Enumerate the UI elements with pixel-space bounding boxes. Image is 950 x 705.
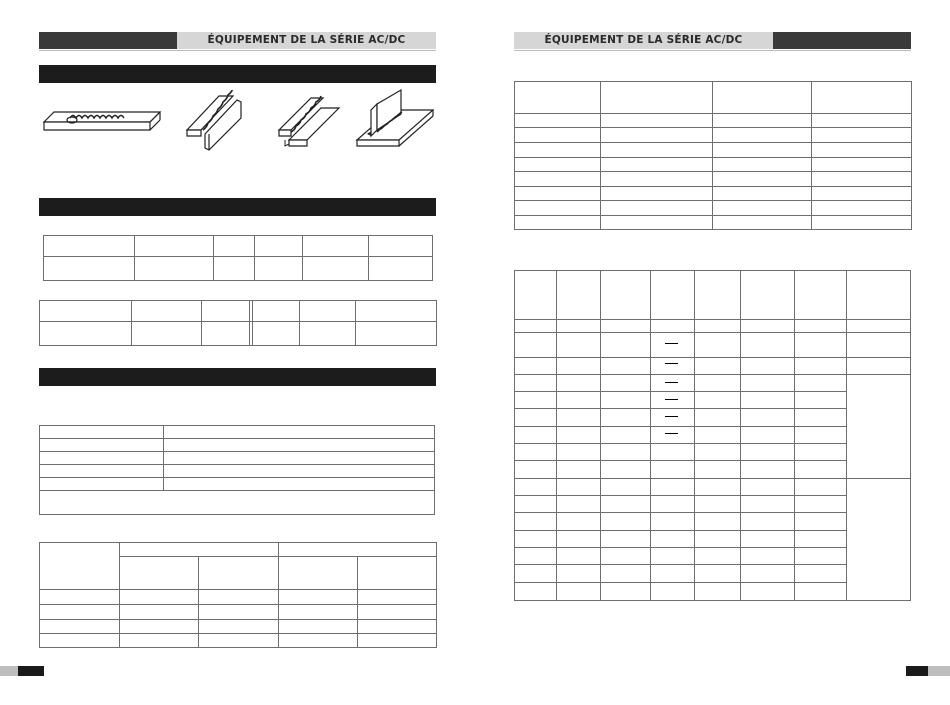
right-header-rule: [514, 50, 911, 51]
dash-mark: [665, 433, 678, 434]
table-cell: [557, 409, 601, 426]
table-cell: [695, 565, 741, 582]
table-cell: [741, 271, 795, 320]
table-cell: [601, 187, 713, 201]
table-cell: [300, 301, 356, 322]
table-cell: [202, 322, 250, 346]
table-cell: [741, 444, 795, 461]
table-cell: [303, 236, 369, 257]
table-cell: [279, 634, 358, 648]
table-cell: [279, 605, 358, 620]
table-cell: [601, 271, 651, 320]
table-cell: [601, 478, 651, 495]
table-cell: [812, 172, 912, 187]
table-cell: [695, 496, 741, 513]
table-cell: [713, 128, 812, 143]
table-cell: [515, 143, 601, 158]
table-cell: [515, 426, 557, 443]
table-cell: [651, 530, 695, 547]
table-cell: [795, 444, 847, 461]
table-cell: [40, 452, 164, 465]
table-cell: [695, 582, 741, 600]
left-section-bar-2: [39, 198, 436, 216]
table-cell: [601, 426, 651, 443]
table-cell: [601, 172, 713, 187]
table-cell: [651, 333, 695, 357]
table-cell: [795, 319, 847, 332]
table-cell: [741, 374, 795, 391]
table-cell: [356, 322, 437, 346]
table-cell: [515, 319, 557, 332]
table-cell: [199, 634, 279, 648]
table-cell: [601, 158, 713, 172]
table-cell: [741, 478, 795, 495]
table-cell: [255, 257, 303, 281]
table-cell: [695, 271, 741, 320]
table-cell: [132, 322, 202, 346]
table-cell: [515, 357, 557, 374]
table-cell: [279, 557, 358, 590]
table-cell: [303, 257, 369, 281]
table-cell: [795, 426, 847, 443]
table-cell: [132, 301, 202, 322]
table-cell: [695, 409, 741, 426]
table-cell: [253, 322, 300, 346]
table-cell: [557, 565, 601, 582]
table-cell: [695, 513, 741, 530]
table-cell: [601, 333, 651, 357]
table-cell: [695, 530, 741, 547]
table-cell: [812, 158, 912, 172]
left-header-dark-band: [39, 32, 177, 49]
table-cell: [199, 557, 279, 590]
table-cell: [515, 496, 557, 513]
table-cell: [651, 478, 695, 495]
table-cell: [135, 236, 214, 257]
table-cell: [651, 461, 695, 478]
dash-mark: [665, 382, 678, 383]
table-cell: [40, 426, 164, 439]
table-cell: [557, 271, 601, 320]
table-cell: [120, 543, 279, 557]
table-cell: [651, 547, 695, 564]
table-cell: [358, 557, 437, 590]
table-cell: [795, 478, 847, 495]
table-cell: [695, 357, 741, 374]
dash-mark: [665, 416, 678, 417]
table-cell: [795, 374, 847, 391]
table-cell: [164, 465, 435, 478]
table-cell: [164, 478, 435, 491]
table-cell: [651, 271, 695, 320]
table-cell: [515, 582, 557, 600]
table-cell: [279, 590, 358, 605]
table-cell: [40, 605, 120, 620]
table-cell: [741, 333, 795, 357]
table-cell: [601, 513, 651, 530]
table-cell: [557, 444, 601, 461]
table-cell: [358, 590, 437, 605]
table-cell: [601, 357, 651, 374]
table-cell: [651, 426, 695, 443]
table-cell: [651, 392, 695, 409]
table-cell: [557, 374, 601, 391]
table-cell: [812, 201, 912, 216]
table-cell: [557, 461, 601, 478]
table-cell: [847, 374, 911, 478]
table-cell: [695, 374, 741, 391]
left-header-title: ÉQUIPEMENT DE LA SÉRIE AC/DC: [177, 32, 436, 49]
table-cell: [515, 187, 601, 201]
table-cell: [40, 620, 120, 634]
table-cell: [40, 543, 120, 590]
table-cell: [515, 172, 601, 187]
table-cell: [741, 461, 795, 478]
table-cell: [601, 530, 651, 547]
table-cell: [601, 409, 651, 426]
right-table-2: [514, 270, 911, 601]
dash-mark: [665, 363, 678, 364]
table-cell: [713, 114, 812, 128]
table-cell: [40, 465, 164, 478]
table-cell: [651, 374, 695, 391]
table-cell: [120, 590, 199, 605]
table-cell: [44, 236, 135, 257]
table-cell: [515, 547, 557, 564]
table-cell: [202, 301, 250, 322]
table-cell: [515, 128, 601, 143]
left-table-1: [43, 235, 433, 281]
table-cell: [515, 333, 557, 357]
table-cell: [44, 257, 135, 281]
table-cell: [695, 333, 741, 357]
table-cell: [695, 392, 741, 409]
table-cell: [812, 187, 912, 201]
right-table-1: [514, 81, 912, 230]
table-cell: [557, 547, 601, 564]
table-cell: [741, 357, 795, 374]
table-cell: [651, 319, 695, 332]
table-cell: [601, 319, 651, 332]
table-cell: [120, 557, 199, 590]
table-cell: [795, 357, 847, 374]
table-cell: [651, 357, 695, 374]
right-footer-tab-light: [928, 666, 950, 676]
t-weld-joint-icon: [355, 88, 435, 150]
table-cell: [135, 257, 214, 281]
table-cell: [741, 547, 795, 564]
table-cell: [812, 216, 912, 230]
table-cell: [651, 409, 695, 426]
dash-mark: [665, 399, 678, 400]
table-cell: [695, 461, 741, 478]
table-cell: [199, 590, 279, 605]
table-cell: [601, 444, 651, 461]
table-cell: [713, 172, 812, 187]
table-cell: [812, 114, 912, 128]
table-cell: [515, 114, 601, 128]
table-cell: [741, 582, 795, 600]
table-cell: [601, 216, 713, 230]
table-cell: [300, 322, 356, 346]
table-cell: [601, 496, 651, 513]
table-cell: [601, 374, 651, 391]
table-cell: [795, 333, 847, 357]
table-cell: [40, 301, 132, 322]
table-cell: [515, 158, 601, 172]
table-cell: [847, 319, 911, 332]
table-cell: [515, 271, 557, 320]
table-cell: [601, 114, 713, 128]
table-cell: [812, 143, 912, 158]
table-cell: [847, 478, 911, 600]
table-cell: [651, 565, 695, 582]
table-cell: [601, 201, 713, 216]
table-cell: [369, 236, 433, 257]
table-cell: [557, 513, 601, 530]
table-cell: [847, 271, 911, 320]
table-cell: [199, 620, 279, 634]
table-cell: [601, 392, 651, 409]
table-cell: [557, 582, 601, 600]
table-cell: [279, 620, 358, 634]
table-cell: [515, 513, 557, 530]
table-cell: [515, 216, 601, 230]
corner-weld-joint-icon: [183, 90, 245, 152]
table-cell: [847, 357, 911, 374]
table-cell: [515, 444, 557, 461]
table-cell: [358, 620, 437, 634]
right-header-title: ÉQUIPEMENT DE LA SÉRIE AC/DC: [514, 32, 773, 49]
table-cell: [358, 634, 437, 648]
table-cell: [515, 82, 601, 114]
table-cell: [557, 496, 601, 513]
table-cell: [601, 547, 651, 564]
table-cell: [812, 128, 912, 143]
table-cell: [515, 565, 557, 582]
table-cell: [557, 392, 601, 409]
table-cell: [557, 530, 601, 547]
table-cell: [695, 426, 741, 443]
table-cell: [557, 478, 601, 495]
table-cell: [515, 201, 601, 216]
table-cell: [199, 605, 279, 620]
table-cell: [515, 374, 557, 391]
table-cell: [120, 605, 199, 620]
left-section-bar-3: [39, 368, 436, 386]
table-cell: [795, 271, 847, 320]
table-cell: [120, 620, 199, 634]
table-cell: [601, 128, 713, 143]
left-footer-tab: [18, 666, 44, 676]
table-cell: [279, 543, 437, 557]
table-cell: [515, 530, 557, 547]
table-cell: [795, 582, 847, 600]
table-cell: [741, 409, 795, 426]
table-cell: [695, 319, 741, 332]
table-cell: [713, 82, 812, 114]
table-cell: [695, 478, 741, 495]
table-cell: [40, 590, 120, 605]
table-cell: [40, 634, 120, 648]
table-cell: [515, 409, 557, 426]
table-cell: [557, 357, 601, 374]
butt-weld-joint-icon: [42, 100, 162, 140]
table-cell: [40, 439, 164, 452]
table-cell: [795, 513, 847, 530]
table-cell: [713, 216, 812, 230]
dash-mark: [665, 343, 678, 344]
table-cell: [120, 634, 199, 648]
table-cell: [253, 301, 300, 322]
table-cell: [515, 478, 557, 495]
table-cell: [214, 236, 255, 257]
table-cell: [557, 333, 601, 357]
table-cell: [557, 319, 601, 332]
table-cell: [741, 513, 795, 530]
table-cell: [651, 444, 695, 461]
table-cell: [695, 444, 741, 461]
table-cell: [601, 565, 651, 582]
table-cell: [741, 530, 795, 547]
table-cell: [40, 322, 132, 346]
left-section-bar-1: [39, 65, 436, 83]
table-cell: [515, 461, 557, 478]
left-table-3: [39, 425, 435, 515]
table-cell: [651, 513, 695, 530]
table-cell: [741, 319, 795, 332]
table-cell: [795, 565, 847, 582]
table-cell: [356, 301, 437, 322]
table-cell: [651, 582, 695, 600]
table-cell: [255, 236, 303, 257]
table-cell: [651, 496, 695, 513]
table-cell: [795, 461, 847, 478]
left-table-4: [39, 542, 437, 648]
table-cell: [795, 547, 847, 564]
table-cell: [164, 426, 435, 439]
table-cell: [741, 496, 795, 513]
table-cell: [214, 257, 255, 281]
table-cell: [847, 333, 911, 357]
table-cell: [40, 478, 164, 491]
table-cell: [40, 491, 435, 515]
table-cell: [713, 143, 812, 158]
table-cell: [601, 461, 651, 478]
table-cell: [601, 82, 713, 114]
table-cell: [741, 426, 795, 443]
left-table-2: [39, 300, 437, 346]
table-cell: [515, 392, 557, 409]
right-header-dark-band: [773, 32, 911, 49]
table-cell: [369, 257, 433, 281]
table-cell: [741, 392, 795, 409]
left-header-rule: [39, 50, 436, 51]
table-cell: [713, 201, 812, 216]
right-footer-tab: [906, 666, 930, 676]
table-cell: [713, 187, 812, 201]
table-cell: [795, 530, 847, 547]
table-cell: [601, 582, 651, 600]
table-cell: [695, 547, 741, 564]
table-cell: [795, 496, 847, 513]
lap-weld-joint-icon: [275, 90, 343, 154]
table-cell: [164, 439, 435, 452]
table-cell: [741, 565, 795, 582]
table-cell: [358, 605, 437, 620]
table-cell: [164, 452, 435, 465]
table-cell: [601, 143, 713, 158]
table-cell: [812, 82, 912, 114]
table-cell: [795, 409, 847, 426]
table-cell: [795, 392, 847, 409]
table-cell: [557, 426, 601, 443]
table-cell: [713, 158, 812, 172]
